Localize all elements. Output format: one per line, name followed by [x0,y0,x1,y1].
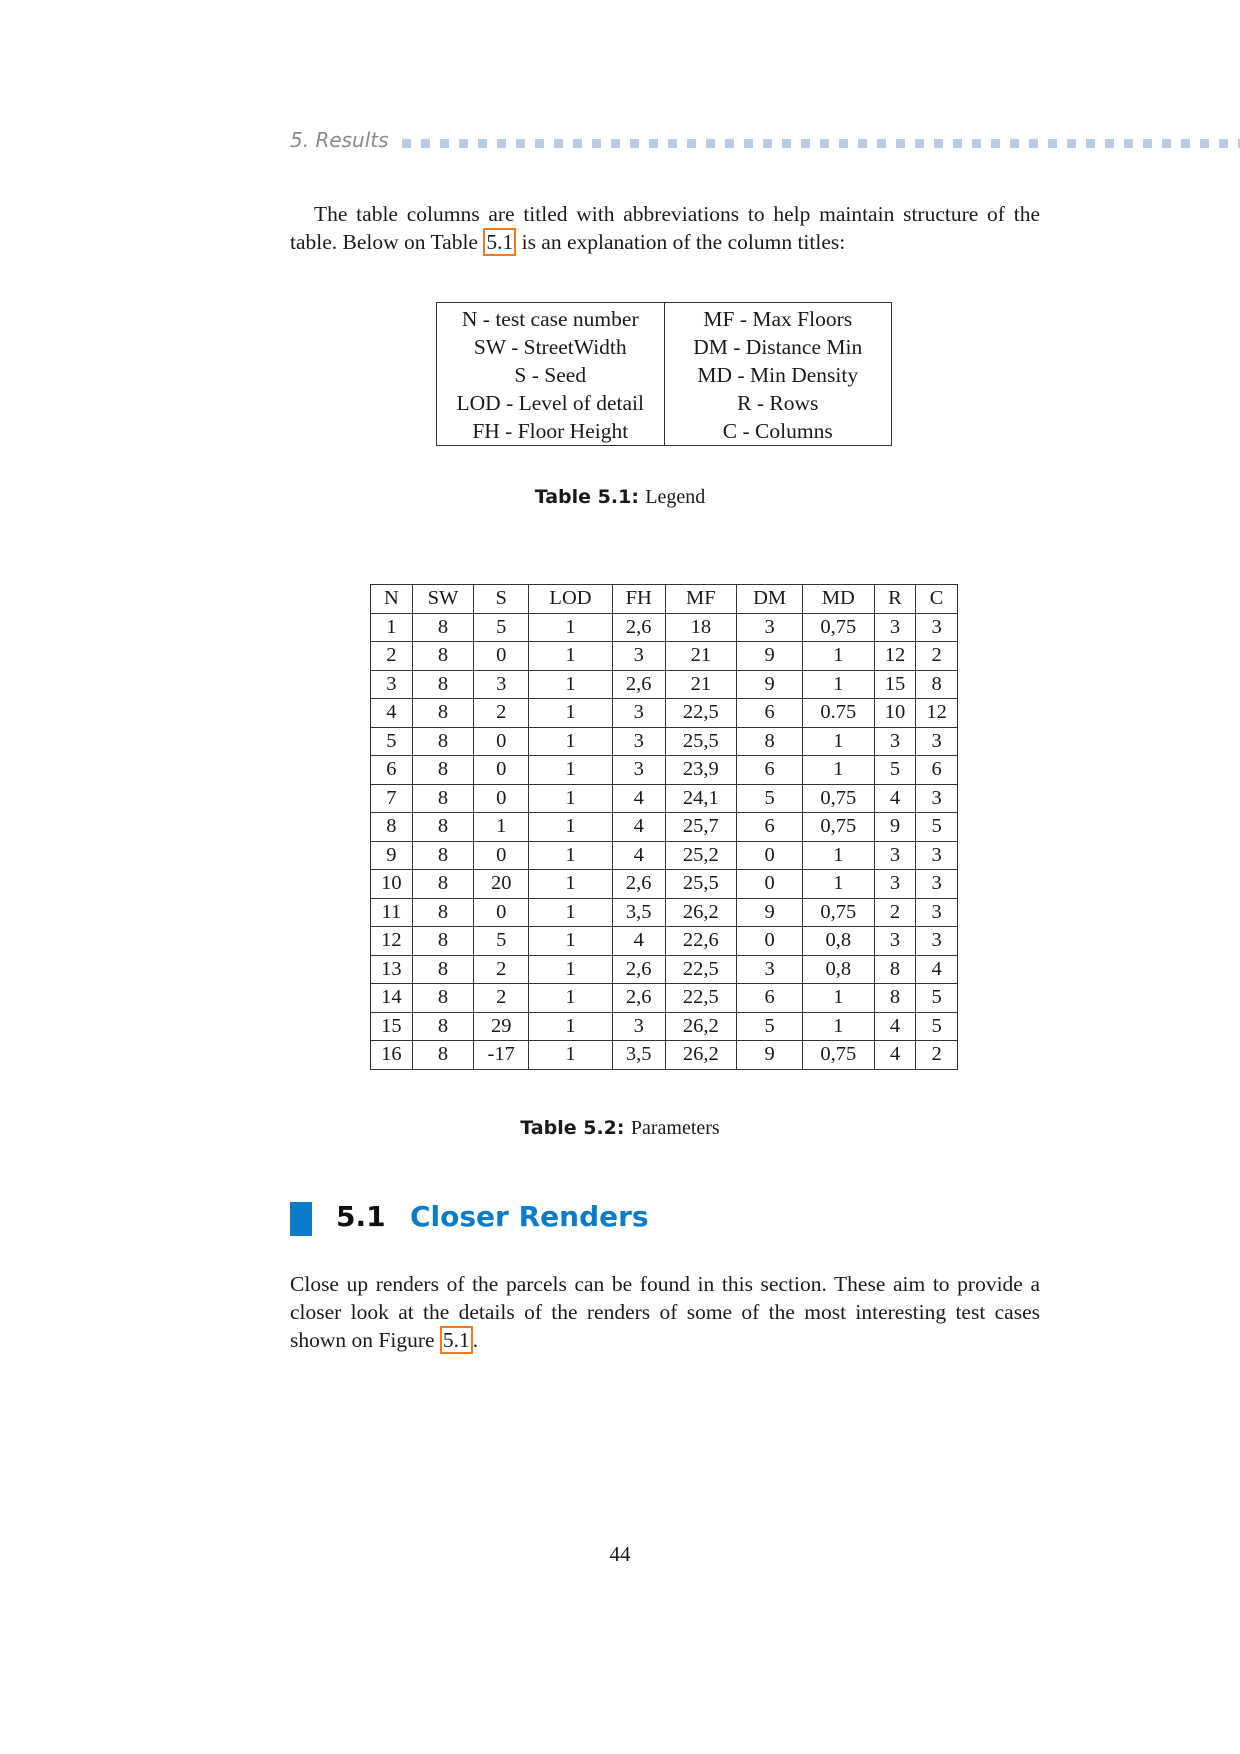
legend-cell: DM - Distance Min [693,335,863,359]
table-cell: 21 [665,642,737,671]
table-cell: -17 [474,1041,529,1070]
table-cell: 3 [612,727,665,756]
column-header: FH [612,585,665,614]
table-row [371,756,958,785]
page-number: 44 [609,1542,631,1566]
table-cell: 10 [371,870,413,899]
table-cell: 22,6 [665,927,737,956]
table-cell: 2 [474,699,529,728]
table-cell: 0 [474,898,529,927]
legend-cell: N - test case number [437,303,665,334]
figure-ref-link[interactable]: 5.1 [440,1326,473,1354]
table-cell: 3,5 [612,898,665,927]
table-cell: 5 [474,613,529,642]
table-cell: 0.75 [803,699,875,728]
table-row [371,784,958,813]
table-row [371,670,958,699]
table-cell: 20 [474,870,529,899]
table-row [371,898,958,927]
legend-cell: MD - Min Density [697,363,859,387]
table-cell: 1 [803,984,875,1013]
table-cell: 26,2 [665,898,737,927]
table-cell: 1 [529,727,613,756]
table-cell: 1 [803,670,875,699]
table-cell: 12 [874,642,916,671]
table-cell: 4 [612,813,665,842]
table-cell: 6 [737,756,803,785]
table-cell: 8 [412,727,474,756]
column-header: S [474,585,529,614]
table-ref-link[interactable]: 5.1 [483,228,516,256]
table-cell: 8 [737,727,803,756]
table-cell: 25,2 [665,841,737,870]
table-cell: 5 [916,1012,958,1041]
table-cell: 9 [371,841,413,870]
table-cell: 1 [803,841,875,870]
table-cell: 2 [874,898,916,927]
parameters-caption-text: Parameters [630,1117,720,1139]
table-cell: 8 [412,813,474,842]
table-cell: 8 [412,670,474,699]
intro-text-before: The table columns are titled with abbreviations to help maintain structure of the table. Below on Table [290,202,1040,254]
table-cell: 3 [737,613,803,642]
table-cell: 14 [371,984,413,1013]
table-cell: 9 [737,898,803,927]
table-cell: 2 [474,984,529,1013]
table-cell: 0 [737,841,803,870]
table-cell: 9 [737,642,803,671]
table-cell: 4 [612,927,665,956]
table-cell: 3 [916,870,958,899]
table-cell: 12 [916,699,958,728]
column-header: C [916,585,958,614]
table-cell: 8 [412,756,474,785]
legend-cell: LOD - Level of detail [437,389,665,417]
table-cell: 1 [529,699,613,728]
table-cell: 3 [612,756,665,785]
table-cell: 25,5 [665,727,737,756]
table-cell: 2 [916,642,958,671]
table-cell: 29 [474,1012,529,1041]
table-cell: 21 [665,670,737,699]
table-cell: 1 [529,1012,613,1041]
table-cell: 3 [371,670,413,699]
table-cell: 26,2 [665,1012,737,1041]
legend-row [437,303,892,334]
legend-cell: R - Rows [737,391,819,415]
table-cell: 6 [737,984,803,1013]
table-cell: 9 [874,813,916,842]
table-cell: 4 [874,1012,916,1041]
closing-paragraph [290,1270,1040,1354]
table-cell: 4 [371,699,413,728]
table-cell: 8 [412,642,474,671]
table-row [371,642,958,671]
column-header: N [371,585,413,614]
table-cell: 18 [665,613,737,642]
table-cell: 8 [916,670,958,699]
table-cell: 15 [874,670,916,699]
column-header: MF [665,585,737,614]
table-cell: 8 [371,813,413,842]
table-cell: 5 [737,784,803,813]
table-cell: 0,75 [803,898,875,927]
table-cell: 22,5 [665,955,737,984]
table-cell: 8 [412,898,474,927]
table-cell: 16 [371,1041,413,1070]
table-cell: 0,8 [803,955,875,984]
table-cell: 26,2 [665,1041,737,1070]
table-cell: 3 [874,841,916,870]
table-cell: 3 [612,699,665,728]
table-cell: 1 [529,642,613,671]
legend-cell: FH - Floor Height [437,417,665,446]
table-cell: 1 [529,927,613,956]
table-cell: 5 [874,756,916,785]
table-cell: 3 [612,642,665,671]
table-cell: 5 [474,927,529,956]
table-cell: 4 [612,784,665,813]
table-cell: 1 [529,613,613,642]
table-cell: 1 [529,670,613,699]
table-cell: 3 [916,898,958,927]
section-title: Closer Renders [410,1200,649,1233]
table-cell: 4 [874,1041,916,1070]
table-cell: 3 [916,727,958,756]
table-cell: 1 [529,813,613,842]
table-row [371,1012,958,1041]
table-cell: 0,75 [803,613,875,642]
table-cell: 8 [412,699,474,728]
table-cell: 3 [612,1012,665,1041]
table-cell: 2,6 [612,870,665,899]
table-cell: 3 [474,670,529,699]
table-cell: 24,1 [665,784,737,813]
legend-cell: MF - Max Floors [703,307,853,331]
table-cell: 8 [412,1041,474,1070]
table-cell: 5 [916,984,958,1013]
table-cell: 2,6 [612,955,665,984]
table-cell: 3 [874,870,916,899]
table-cell: 1 [371,613,413,642]
table-cell: 6 [737,813,803,842]
table-cell: 2,6 [612,984,665,1013]
table-cell: 1 [474,813,529,842]
table-cell: 8 [412,870,474,899]
table-cell: 0 [737,927,803,956]
table-cell: 3 [737,955,803,984]
table-cell: 4 [874,784,916,813]
table-cell: 8 [874,984,916,1013]
table-cell: 6 [737,699,803,728]
section-number: 5.1 [336,1200,386,1233]
table-cell: 2 [474,955,529,984]
section-marker [290,1202,312,1236]
legend-cell: S - Seed [437,361,665,389]
table-cell: 3 [874,727,916,756]
table-cell: 1 [529,784,613,813]
table-cell: 1 [803,642,875,671]
table-cell: 4 [612,841,665,870]
table-cell: 5 [371,727,413,756]
parameters-caption-label: Table 5.2: [520,1117,625,1139]
legend-caption [0,484,1240,509]
table-row [371,927,958,956]
table-cell: 1 [803,870,875,899]
table-cell: 1 [529,984,613,1013]
table-cell: 1 [529,870,613,899]
table-cell: 6 [371,756,413,785]
table-cell: 8 [412,784,474,813]
parameters-caption [0,1115,1240,1140]
table-cell: 25,5 [665,870,737,899]
table-cell: 8 [874,955,916,984]
table-row [371,813,958,842]
table-cell: 5 [916,813,958,842]
table-cell: 0,75 [803,784,875,813]
legend-row [437,361,892,389]
column-header: SW [412,585,474,614]
table-row [371,699,958,728]
parameters-table [370,584,958,1070]
table-cell: 8 [412,927,474,956]
table-cell: 8 [412,613,474,642]
legend-cell: SW - StreetWidth [437,333,665,361]
table-cell: 2,6 [612,613,665,642]
table-cell: 11 [371,898,413,927]
table-cell: 9 [737,1041,803,1070]
table-cell: 8 [412,841,474,870]
table-cell: 8 [412,955,474,984]
table-cell: 2 [916,1041,958,1070]
table-cell: 3 [874,613,916,642]
column-header: DM [737,585,803,614]
table-cell: 0,75 [803,1041,875,1070]
closing-text-before: Close up renders of the parcels can be found in this section. These aim to provide a closer look at the details of the renders of some of the most interesting test cases shown on Figure [290,1272,1040,1352]
table-cell: 15 [371,1012,413,1041]
table-cell: 0 [737,870,803,899]
table-cell: 5 [737,1012,803,1041]
table-cell: 8 [412,984,474,1013]
table-cell: 1 [803,1012,875,1041]
table-row [371,870,958,899]
table-row [371,984,958,1013]
legend-cell: C - Columns [722,419,833,443]
legend-table [436,302,892,446]
legend-row [437,389,892,417]
table-cell: 3 [916,841,958,870]
table-row [371,613,958,642]
table-row [371,955,958,984]
legend-caption-text: Legend [645,486,706,508]
table-row [371,841,958,870]
table-cell: 1 [529,898,613,927]
table-cell: 13 [371,955,413,984]
table-cell: 12 [371,927,413,956]
column-header: LOD [529,585,613,614]
table-cell: 0,8 [803,927,875,956]
table-cell: 23,9 [665,756,737,785]
table-row [371,727,958,756]
table-cell: 1 [529,1041,613,1070]
table-cell: 3 [916,613,958,642]
table-cell: 6 [916,756,958,785]
column-header: R [874,585,916,614]
table-cell: 7 [371,784,413,813]
column-header: MD [803,585,875,614]
table-cell: 0 [474,756,529,785]
table-cell: 1 [529,841,613,870]
header-dot-rule [402,139,1240,148]
table-cell: 3 [916,927,958,956]
table-cell: 1 [803,756,875,785]
table-cell: 3 [916,784,958,813]
table-cell: 3 [874,927,916,956]
closing-text-after: . [472,1328,479,1352]
table-cell: 0 [474,841,529,870]
table-cell: 2 [371,642,413,671]
intro-text-after: is an explanation of the column titles: [516,230,846,254]
table-cell: 22,5 [665,699,737,728]
table-cell: 1 [803,727,875,756]
table-cell: 2,6 [612,670,665,699]
running-header [290,128,1240,158]
table-cell: 0 [474,784,529,813]
table-cell: 1 [529,955,613,984]
table-cell: 4 [916,955,958,984]
table-cell: 9 [737,670,803,699]
table-row [371,1041,958,1070]
table-cell: 3,5 [612,1041,665,1070]
table-cell: 0,75 [803,813,875,842]
table-cell: 8 [412,1012,474,1041]
table-cell: 0 [474,727,529,756]
chapter-title: 5. Results [290,128,389,152]
legend-caption-label: Table 5.1: [534,486,639,508]
table-cell: 22,5 [665,984,737,1013]
intro-paragraph [290,200,1040,256]
table-cell: 0 [474,642,529,671]
table-cell: 1 [529,756,613,785]
table-cell: 25,7 [665,813,737,842]
legend-row [437,333,892,361]
table-cell: 10 [874,699,916,728]
legend-row [437,417,892,446]
